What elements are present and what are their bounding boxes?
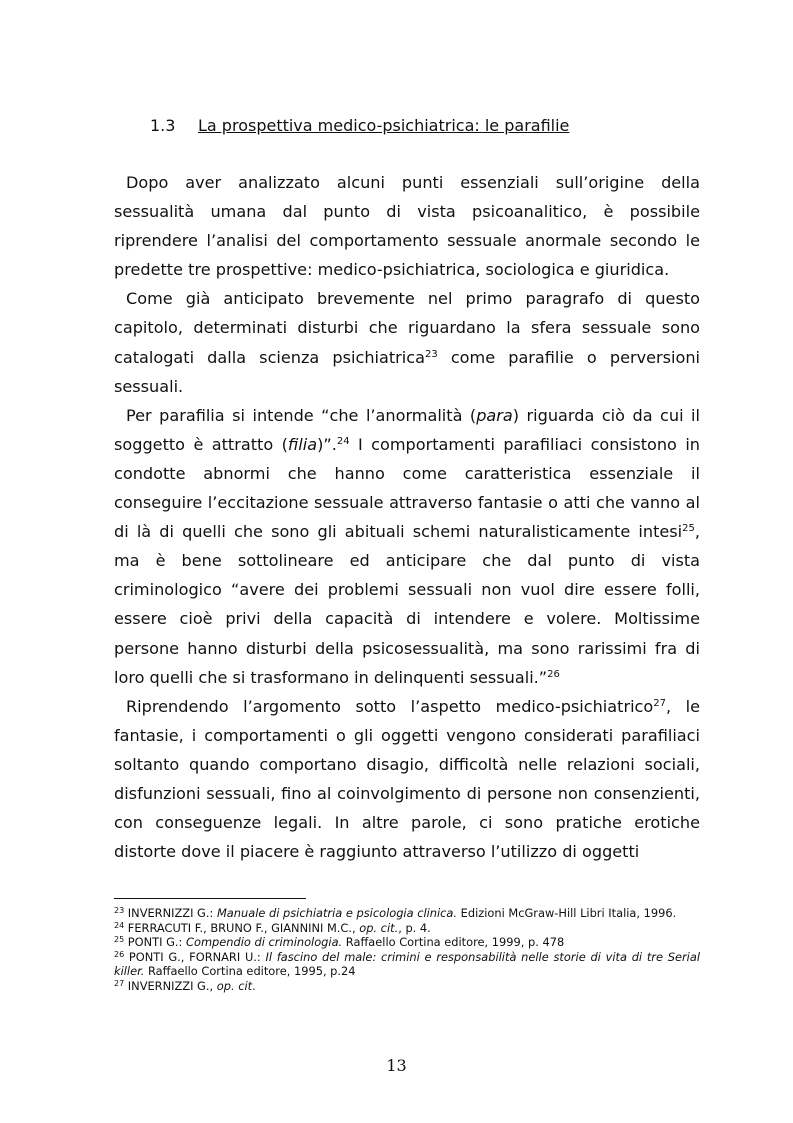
footnote: [114, 950, 700, 979]
text-run: Dopo aver analizzato alcuni punti essenziali sull’origine della sessualità umana dal punto di vista psicoanalitico, è possibile riprendere l’analisi del comportamento sessuale anormale secondo le predette tre prospettive: medico-psichiatrica, sociologica e giuridica.: [114, 173, 700, 280]
section-number: 1.3: [150, 116, 176, 135]
italic-term: filia: [287, 434, 318, 454]
footnote-text: , p. 4.: [398, 920, 431, 935]
footnote-ref[interactable]: 27: [653, 697, 666, 709]
footnote-text: PONTI G., FORNARI U.:: [124, 949, 266, 964]
italic-term: para: [476, 405, 513, 425]
footnote-ref[interactable]: 24: [336, 435, 350, 447]
footnote: [114, 979, 700, 994]
footnotes: [114, 906, 700, 994]
footnote-title: Compendio di criminologia.: [186, 935, 343, 950]
footnote-text: Raffaello Cortina editore, 1999, p. 478: [342, 935, 565, 950]
footnote: [114, 935, 700, 950]
footnote-text: Raffaello Cortina editore, 1995, p.24: [144, 964, 356, 979]
text-run: , le fantasie, i comportamenti o gli oggetti vengono considerati parafiliaci soltanto quando comportano disagio, difficoltà nelle relazioni sociali, disfunzioni sessuali, fino al coinvolgimento di persone non consenzienti, con conseguenze legali. In altre parole, ci sono pratiche erotiche distorte dove il piacere è raggiunto attraverso l’utilizzo di oggetti: [114, 696, 701, 862]
footnote-text: INVERNIZZI G.,: [124, 978, 217, 993]
section-title: La prospettiva medico-psichiatrica: le parafilie: [198, 116, 570, 135]
footnote-title: Manuale di psichiatria e psicologia clinica.: [216, 906, 458, 920]
footnote: [114, 906, 700, 921]
footnote-text: PONTI G.:: [124, 935, 187, 950]
text-run: come parafilie o perversioni sessuali.: [114, 347, 700, 396]
text-run: Per parafilia si intende “che l’anormalità (: [126, 405, 477, 425]
footnote: [114, 921, 700, 936]
footnote-text: INVERNIZZI G.:: [124, 906, 217, 920]
text-run: )”.: [317, 434, 337, 454]
footnote-number: 27: [114, 978, 125, 988]
page-number: 13: [386, 1056, 407, 1075]
paragraph: [114, 168, 700, 284]
text-run: Come già anticipato brevemente nel primo paragrafo di questo capitolo, determinati disturbi che riguardano la sfera sessuale sono catalogati dalla scienza psichiatrica: [114, 289, 700, 367]
footnote-text: Edizioni McGraw-Hill Libri Italia, 1996.: [457, 906, 677, 920]
footnote-separator: [114, 898, 306, 899]
text-run: , ma è bene sottolineare ed anticipare che dal punto di vista criminologico “avere dei problemi sessuali non vuol dire essere folli, essere cioè privi della capacità di intendere e volere. Moltissime persone hanno disturbi della psicosessualità, ma sono rarissimi fra di loro quelli che si trasformano in delinquenti sessuali.”: [114, 522, 700, 687]
section-heading: [150, 115, 569, 137]
paragraph: [114, 284, 700, 400]
footnote-title: op. cit.: [359, 920, 399, 935]
footnote-number: 26: [114, 949, 125, 959]
footnote-ref[interactable]: 25: [682, 523, 695, 535]
footnote-ref[interactable]: 23: [424, 348, 438, 360]
footnote-title: op. cit: [216, 978, 253, 993]
body-text: [114, 168, 700, 866]
text-run: ) riguarda ciò da cui il soggetto è attratto (: [114, 405, 701, 454]
footnote-text: FERRACUTI F., BRUNO F., GIANNINI M.C.,: [124, 920, 360, 935]
footnote-number: 23: [114, 906, 125, 915]
text-run: Riprendendo l’argomento sotto l’aspetto medico-psichiatrico: [126, 696, 654, 716]
paragraph: [114, 692, 700, 867]
footnote-number: 24: [114, 920, 125, 930]
footnote-number: 25: [114, 935, 125, 945]
footnote-ref[interactable]: 26: [547, 668, 560, 680]
footnote-title: Il fascino del male: crimini e responsabilità nelle storie di vita di tre Serial killer.: [114, 949, 700, 979]
paragraph: [114, 401, 700, 692]
text-run: I comportamenti parafiliaci consistono in condotte abnormi che hanno come caratteristica essenziale il conseguire l’eccitazione sessuale attraverso fantasie o atti che vanno al di là di quelli che sono gli abituali schemi naturalisticamente intesi: [114, 434, 700, 542]
footnote-text: .: [252, 978, 256, 993]
